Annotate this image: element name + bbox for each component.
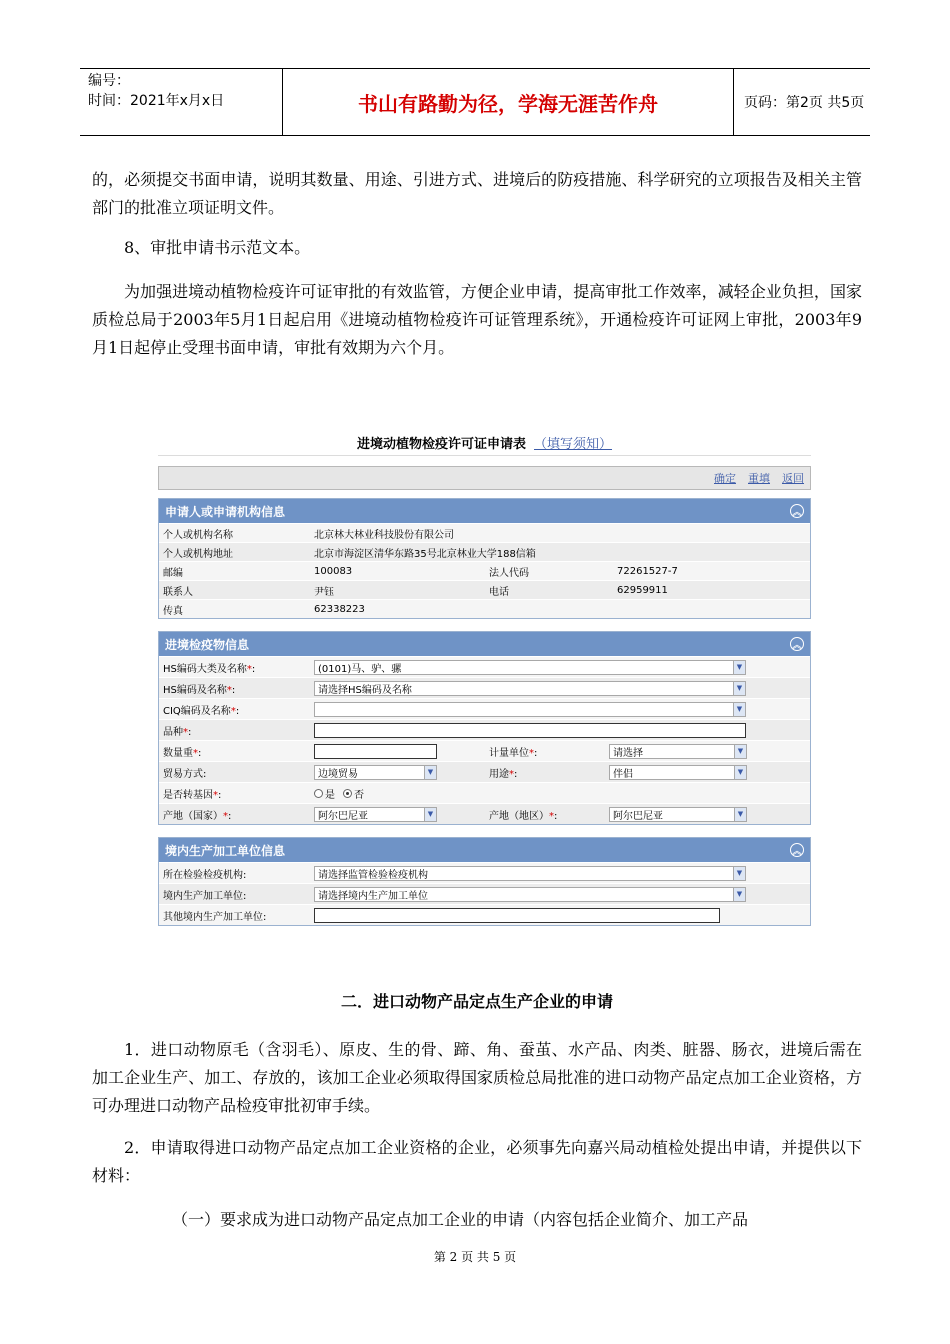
- applicant-section: [158, 498, 811, 619]
- table-row: [159, 904, 810, 925]
- name-label: 个人或机构名称: [163, 529, 233, 541]
- chevron-down-icon[interactable]: ▼: [734, 808, 746, 821]
- table-row: [159, 542, 810, 561]
- use-value: 伴侣: [613, 768, 633, 780]
- processor-section: [158, 837, 811, 926]
- address-value: 北京市海淀区清华东路35号北京林业大学188信箱: [314, 548, 536, 560]
- fax-value: 62338223: [314, 603, 365, 615]
- paragraph-2: 8、审批申请书示范文本。: [124, 238, 311, 257]
- unit-value: 请选择: [613, 747, 643, 759]
- colon: :: [188, 726, 192, 738]
- goods-section-header[interactable]: [159, 632, 810, 656]
- origin-label: 产地（国家）: [163, 810, 223, 822]
- permit-application-form: [158, 430, 811, 926]
- header-meta: [80, 69, 282, 135]
- unit-label: 计量单位: [489, 747, 529, 759]
- other-unit-input[interactable]: [314, 908, 720, 923]
- table-row: [159, 656, 810, 677]
- chevron-down-icon[interactable]: ▼: [424, 766, 436, 779]
- trade-label: 贸易方式:: [163, 768, 207, 780]
- table-row: [159, 677, 810, 698]
- processing-unit-value: 请选择境内生产加工单位: [318, 890, 428, 902]
- inspection-agency-label: 所在检验检疫机构:: [163, 869, 247, 881]
- chevron-down-icon[interactable]: ▼: [734, 745, 746, 758]
- paragraph-1: 的，必须提交书面申请，说明其数量、用途、引进方式、进境后的防疫措施、科学研究的立项报告及相关主管部门的批准立项证明文件。: [92, 170, 862, 217]
- hs-class-label: HS编码大类及名称: [163, 663, 247, 675]
- time-label: 时间：2021年x月x日: [88, 93, 225, 109]
- trade-select[interactable]: [314, 765, 437, 780]
- contact-label: 联系人: [163, 586, 193, 598]
- confirm-button[interactable]: 确定: [714, 472, 736, 485]
- ciq-label: CIQ编码及名称: [163, 705, 231, 717]
- gm-no-radio[interactable]: [343, 786, 364, 801]
- processor-section-title: 境内生产加工单位信息: [165, 843, 286, 858]
- processor-section-header[interactable]: [159, 838, 810, 862]
- form-instructions-link[interactable]: （填写须知）: [534, 437, 613, 452]
- required-mark: *: [183, 726, 188, 738]
- required-mark: *: [226, 684, 232, 696]
- origin-value: 阿尔巴尼亚: [318, 810, 368, 822]
- table-row: [159, 883, 810, 904]
- fax-label: 传真: [163, 605, 183, 617]
- hs-class-value: (0101)马、驴、骡: [318, 663, 402, 675]
- colon: :: [228, 810, 232, 822]
- chevron-down-icon[interactable]: ▼: [424, 808, 436, 821]
- required-mark: *: [230, 705, 236, 717]
- form-title-text: 进境动植物检疫许可证申请表: [356, 437, 526, 452]
- required-mark: *: [223, 810, 228, 822]
- collapse-icon[interactable]: ︽: [790, 843, 804, 857]
- inspection-agency-select[interactable]: [314, 866, 746, 881]
- region-value: 阿尔巴尼亚: [613, 810, 663, 822]
- form-title: [158, 430, 811, 456]
- table-row: [159, 782, 810, 803]
- back-button[interactable]: 返回: [782, 472, 804, 485]
- chevron-down-icon[interactable]: ▼: [734, 766, 746, 779]
- table-row: [159, 523, 810, 542]
- quantity-label: 数量重: [163, 747, 193, 759]
- required-mark: *: [213, 789, 218, 801]
- colon: :: [534, 747, 538, 759]
- gm-yes-radio[interactable]: [314, 786, 335, 801]
- page-footer: 第 2 页 共 5 页: [433, 1250, 517, 1264]
- page-header: [80, 68, 870, 136]
- header-page-info: 页码：第2页 共5页: [744, 95, 865, 111]
- paragraph-5: 2．申请取得进口动物产品定点加工企业资格的企业，必须事先向嘉兴局动植检处提出申请，并提供以下材料：: [92, 1138, 862, 1185]
- zip-label: 邮编: [163, 567, 183, 579]
- required-mark: *: [193, 747, 198, 759]
- phone-value: 62959911: [617, 584, 668, 596]
- hs-select[interactable]: [314, 681, 746, 696]
- table-row: [159, 740, 810, 761]
- colon: :: [514, 768, 518, 780]
- origin-select[interactable]: [314, 807, 437, 822]
- goods-section-title: 进境检疫物信息: [165, 637, 250, 652]
- colon: :: [198, 747, 202, 759]
- legal-code-label: 法人代码: [489, 567, 529, 579]
- gm-no-label: 否: [354, 789, 364, 801]
- collapse-icon[interactable]: ︽: [790, 504, 804, 518]
- colon: :: [231, 684, 236, 696]
- name-value: 北京林大林业科技股份有限公司: [314, 529, 454, 541]
- table-row: [159, 561, 810, 580]
- chevron-down-icon[interactable]: ▼: [733, 888, 745, 901]
- address-label: 个人或机构地址: [163, 548, 233, 560]
- hs-class-select[interactable]: [314, 660, 746, 675]
- trade-value: 边境贸易: [318, 768, 358, 780]
- chevron-down-icon[interactable]: ▼: [733, 703, 745, 716]
- phone-label: 电话: [489, 586, 509, 598]
- table-row: [159, 599, 810, 618]
- required-mark: *: [246, 663, 252, 675]
- paragraph-3: 为加强进境动植物检疫许可证审批的有效监管，方便企业申请，提高审批工作效率，减轻企业负担，国家质检总局于2003年5月1日起启用《进境动植物检疫许可证管理系统》，开通检疫许可证网上审批，2003年9月1日起停止受理书面申请，审批有效期为六个月。: [92, 282, 862, 357]
- form-toolbar: [158, 466, 811, 490]
- applicant-section-header[interactable]: [159, 499, 810, 523]
- required-mark: *: [549, 810, 554, 822]
- radio-icon[interactable]: [314, 789, 323, 798]
- colon: :: [235, 705, 240, 717]
- use-label: 用途: [489, 768, 509, 780]
- inspection-agency-value: 请选择监管检验检疫机构: [318, 869, 428, 881]
- hs-label: HS编码及名称: [163, 684, 227, 696]
- table-row: [159, 719, 810, 740]
- ciq-select[interactable]: [314, 702, 746, 717]
- table-row: [159, 803, 810, 824]
- quantity-input[interactable]: [314, 744, 437, 759]
- chevron-down-icon[interactable]: ▼: [733, 682, 745, 695]
- required-mark: *: [509, 768, 514, 780]
- header-motto: 书山有路勤为径，学海无涯苦作舟: [282, 69, 734, 135]
- paragraph-4: 1．进口动物原毛（含羽毛）、原皮、生的骨、蹄、角、蚕茧、水产品、肉类、脏器、肠衣，进境后需在加工企业生产、加工、存放的，该加工企业必须取得国家质检总局批准的进口动物产品定点加工企业资格，方可办理进口动物产品检疫审批初审手续。: [92, 1040, 862, 1115]
- chevron-down-icon[interactable]: ▼: [733, 661, 745, 674]
- goods-section: [158, 631, 811, 825]
- colon: :: [218, 789, 222, 801]
- region-select[interactable]: [609, 807, 747, 822]
- required-mark: *: [529, 747, 534, 759]
- colon: :: [554, 810, 558, 822]
- gm-yes-label: 是: [325, 789, 335, 801]
- legal-code-value: 72261527-7: [617, 565, 678, 577]
- table-row: [159, 698, 810, 719]
- table-row: [159, 761, 810, 782]
- processing-unit-label: 境内生产加工单位:: [163, 890, 247, 902]
- zip-value: 100083: [314, 565, 353, 577]
- hs-value: 请选择HS编码及名称: [318, 684, 412, 696]
- paragraph-6: （一）要求成为进口动物产品定点加工企业的申请（内容包括企业简介、加工产品: [172, 1210, 749, 1229]
- variety-input[interactable]: [314, 723, 746, 738]
- number-label: 编号：: [88, 73, 130, 89]
- colon: :: [251, 663, 256, 675]
- section-heading: 二．进口动物产品定点生产企业的申请: [340, 992, 613, 1011]
- reset-button[interactable]: 重填: [748, 472, 770, 485]
- use-select[interactable]: [609, 765, 747, 780]
- processing-unit-select[interactable]: [314, 887, 746, 902]
- table-row: [159, 580, 810, 599]
- table-row: [159, 862, 810, 883]
- radio-selected-icon[interactable]: [343, 789, 352, 798]
- variety-label: 品种: [163, 726, 183, 738]
- collapse-icon[interactable]: ︽: [790, 637, 804, 651]
- unit-select[interactable]: [609, 744, 747, 759]
- contact-value: 尹钰: [314, 586, 334, 598]
- other-unit-label: 其他境内生产加工单位:: [163, 911, 267, 923]
- region-label: 产地（地区）: [489, 810, 549, 822]
- chevron-down-icon[interactable]: ▼: [733, 867, 745, 880]
- gm-label: 是否转基因: [163, 789, 213, 801]
- applicant-section-title: 申请人或申请机构信息: [165, 504, 286, 519]
